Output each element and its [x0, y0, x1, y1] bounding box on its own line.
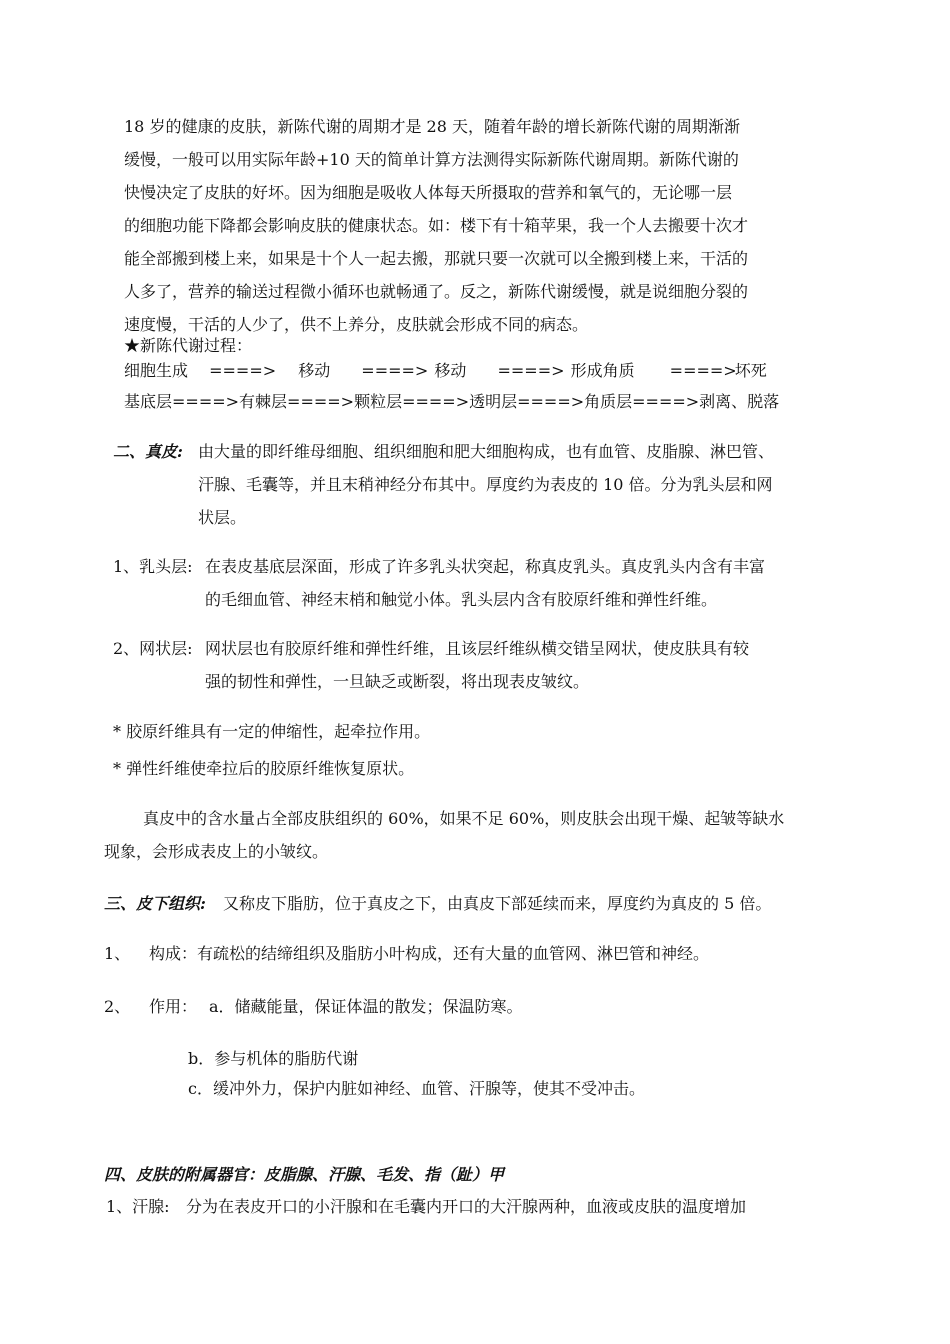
paragraph-line: 人多了，营养的输送过程微小循环也就畅通了。反之，新陈代谢缓慢，就是说细胞分裂的	[124, 282, 749, 301]
paragraph-line: 18 岁的健康的皮肤，新陈代谢的周期才是 28 天，随着年龄的增长新陈代谢的周期渐渐	[124, 117, 740, 136]
paragraph-line: 又称皮下脂肪，位于真皮之下，由真皮下部延续而来，厚度约为真皮的 5 倍。	[223, 894, 772, 913]
paragraph-line: 的细胞功能下降都会影响皮肤的健康状态。如：楼下有十箱苹果，我一个人去搬要十次才	[124, 216, 749, 235]
flow-arrow: ====>	[497, 361, 565, 380]
paragraph-line: 现象，会形成表皮上的小皱纹。	[104, 842, 329, 861]
flow-step: 移动	[434, 361, 467, 380]
subsection-label: 1、乳头层:	[113, 557, 193, 576]
note-line: * 胶原纤维具有一定的伸缩性，起牵拉作用。	[113, 722, 431, 741]
process-flow-row	[124, 361, 767, 381]
flow-step: 细胞生成	[124, 361, 189, 380]
list-item: 构成：有疏松的结缔组织及脂肪小叶构成，还有大量的血管网、淋巴管和神经。	[149, 944, 710, 963]
paragraph-line: 汗腺、毛囊等，并且末稍神经分布其中。厚度约为表皮的 10 倍。分为乳头层和网	[198, 475, 773, 494]
paragraph-line: 真皮中的含水量占全部皮肤组织的 60%，如果不足 60%，则皮肤会出现干燥、起皱等缺水	[143, 809, 785, 828]
paragraph-line: 速度慢，干活的人少了，供不上养分，皮肤就会形成不同的病态。	[124, 315, 589, 334]
section-heading: 四、皮肤的附属器官：皮脂腺、汗腺、毛发、指（趾）甲	[104, 1165, 505, 1184]
flow-step: 坏死	[734, 361, 767, 380]
paragraph-line: 网状层也有胶原纤维和弹性纤维，且该层纤维纵横交错呈网状，使皮肤具有较	[205, 639, 750, 658]
flow-arrow: ====>	[361, 361, 429, 380]
section-heading: 三、皮下组织:	[104, 894, 206, 913]
note-line: * 弹性纤维使牵拉后的胶原纤维恢复原状。	[113, 759, 415, 778]
list-number: 2、	[104, 997, 131, 1016]
paragraph-line: 强的韧性和弹性，一旦缺乏或断裂，将出现表皮皱纹。	[205, 672, 590, 691]
paragraph-line: 分为在表皮开口的小汗腺和在毛囊内开口的大汗腺两种，血液或皮肤的温度增加	[186, 1197, 747, 1216]
paragraph-line: 快慢决定了皮肤的好坏。因为细胞是吸收人体每天所摄取的营养和氧气的，无论哪一层	[124, 183, 733, 202]
flow-arrow: ====>	[209, 361, 277, 380]
process-layers-row: 基底层====>有棘层====>颗粒层====>透明层====>角质层====>剥离、脱落	[124, 392, 780, 411]
paragraph-line: 的毛细血管、神经末梢和触觉小体。乳头层内含有胶原纤维和弹性纤维。	[205, 590, 718, 609]
flow-step: 移动	[298, 361, 331, 380]
subsection-label: 1、汗腺:	[106, 1197, 170, 1216]
paragraph-line: 状层。	[198, 508, 247, 527]
section-heading: 二、真皮:	[113, 442, 183, 461]
function-item: b．参与机体的脂肪代谢	[188, 1049, 359, 1068]
flow-arrow: ====>	[669, 361, 737, 380]
function-item: c．缓冲外力，保护内脏如神经、血管、汗腺等，使其不受冲击。	[188, 1079, 645, 1098]
list-number: 1、	[104, 944, 131, 963]
paragraph-line: 缓慢，一般可以用实际年龄+10 天的简单计算方法测得实际新陈代谢周期。新陈代谢的	[124, 150, 739, 169]
subsection-label: 2、网状层:	[113, 639, 193, 658]
paragraph-line: 在表皮基底层深面，形成了许多乳头状突起，称真皮乳头。真皮乳头内含有丰富	[205, 557, 766, 576]
process-title: ★新陈代谢过程：	[124, 336, 253, 355]
function-label: 作用：	[149, 997, 198, 1016]
paragraph-line: 由大量的即纤维母细胞、组织细胞和肥大细胞构成，也有血管、皮脂腺、淋巴管、	[198, 442, 775, 461]
paragraph-line: 能全部搬到楼上来，如果是十个人一起去搬，那就只要一次就可以全搬到楼上来，干活的	[124, 249, 749, 268]
function-item: a．储藏能量，保证体温的散发；保温防寒。	[209, 997, 523, 1016]
flow-step: 形成角质	[570, 361, 635, 380]
